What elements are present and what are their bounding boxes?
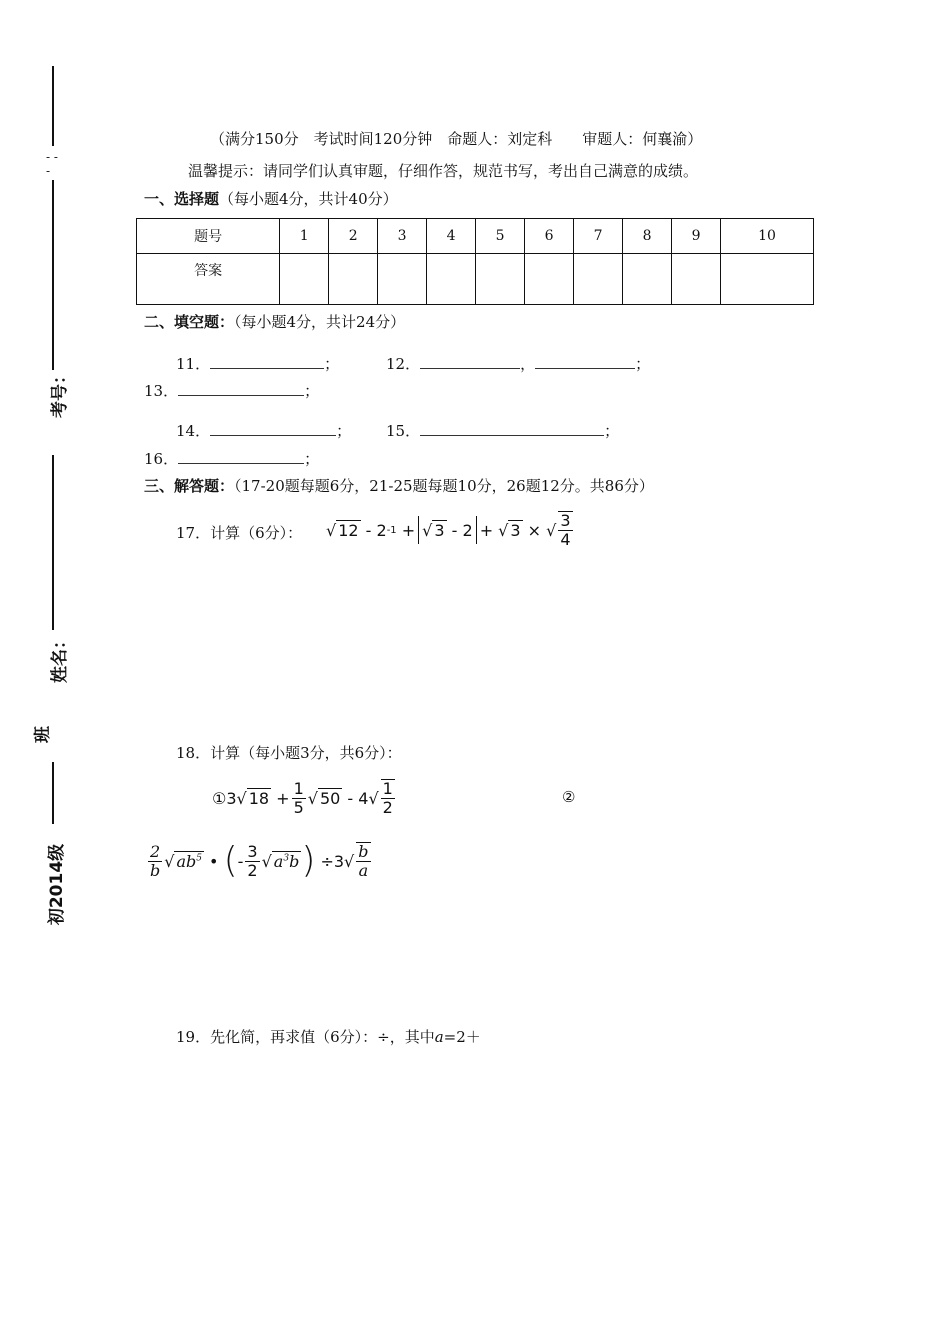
question-19: 19．先化简，再求值（6分）：÷，其中a=2＋ [176, 1028, 481, 1046]
answer-blank[interactable] [210, 354, 324, 369]
section2-title: 二、填空题： [144, 313, 235, 331]
section1-heading [144, 188, 398, 209]
binding-line-lower [52, 762, 54, 824]
table-number: 4 [427, 219, 476, 254]
question-14: 14． ； [176, 422, 352, 440]
table-number: 6 [525, 219, 574, 254]
table-label-daan: 答案 [137, 254, 280, 305]
question-15: 15． ； [386, 422, 620, 440]
answer-table [136, 218, 814, 305]
table-number: 10 [721, 219, 814, 254]
question-16: 16． ； [144, 450, 320, 468]
answer-blank[interactable] [178, 449, 304, 464]
answer-table-answer-row [137, 254, 814, 305]
section3-title: 三、解答题： [144, 477, 235, 495]
exam-info: （满分150分 考试时间120分钟 命题人：刘定科 审题人：何襄渝） [210, 130, 703, 148]
answer-cell[interactable] [280, 254, 329, 305]
section3-heading [144, 475, 654, 496]
question-17: 17．计算（6分）： [176, 524, 303, 542]
q18-part2-label: ② [562, 788, 576, 806]
table-number: 1 [280, 219, 329, 254]
table-number: 8 [623, 219, 672, 254]
question-18: 18．计算（每小题3分，共6分）： [176, 744, 402, 762]
q18-part1: ① 3√ 18 + $\frac{1}{5}$ √ 50 - 4√ $\frac{1}{2}$ [212, 778, 393, 817]
answer-blank[interactable] [178, 381, 304, 396]
question-12: 12． ， ； [386, 355, 651, 373]
answer-cell[interactable] [721, 254, 814, 305]
answer-cell[interactable] [623, 254, 672, 305]
binding-line-mid [52, 455, 54, 630]
answer-cell[interactable] [672, 254, 721, 305]
xingming-label: 姓名： [50, 632, 70, 683]
answer-cell[interactable] [378, 254, 427, 305]
answer-cell[interactable] [574, 254, 623, 305]
binding-line-top [52, 66, 54, 146]
binding-dash: - - - [46, 150, 58, 178]
table-label-tihao: 题号 [137, 219, 280, 254]
answer-cell[interactable] [427, 254, 476, 305]
section1-title: 一、选择题 [144, 190, 220, 208]
table-number: 3 [378, 219, 427, 254]
table-number: 7 [574, 219, 623, 254]
answer-table-number-row [137, 219, 814, 254]
table-number: 2 [329, 219, 378, 254]
section1-note: （每小题4分，共计40分） [219, 190, 398, 208]
answer-cell[interactable] [525, 254, 574, 305]
table-number: 9 [672, 219, 721, 254]
kaohao-label: 考号： [50, 367, 70, 418]
section2-note: （每小题4分，共计24分） [234, 313, 406, 331]
grade-label: 初2014级 [47, 843, 68, 926]
q18-part2-expression: $\frac{2}{b}$ √ $ab^5$ • ( - $\frac{3}{2}$ √ $a^3b$ ) ÷3√ $\frac{b}{a}$ [150, 840, 369, 881]
answer-blank[interactable] [420, 421, 604, 436]
answer-blank[interactable] [535, 354, 635, 369]
section2-heading [144, 311, 405, 332]
exam-tip: 温馨提示：请同学们认真审题，仔细作答，规范书写，考出自己满意的成绩。 [188, 162, 699, 180]
section3-note: （17-20题每题6分，21-25题每题10分，26题12分。共86分） [234, 477, 654, 495]
question-13: 13． ； [144, 382, 320, 400]
binding-line-upper [52, 180, 54, 370]
answer-blank[interactable] [420, 354, 520, 369]
q17-expression: √ 12 - 2 -1 + √ 3 - 2 + √ 3 × √ $\frac{3}{4}$ [326, 511, 571, 549]
answer-cell[interactable] [329, 254, 378, 305]
answer-blank[interactable] [210, 421, 336, 436]
ban-label: 班 [33, 726, 53, 743]
table-number: 5 [476, 219, 525, 254]
answer-cell[interactable] [476, 254, 525, 305]
question-11: 11． ； [176, 355, 340, 373]
